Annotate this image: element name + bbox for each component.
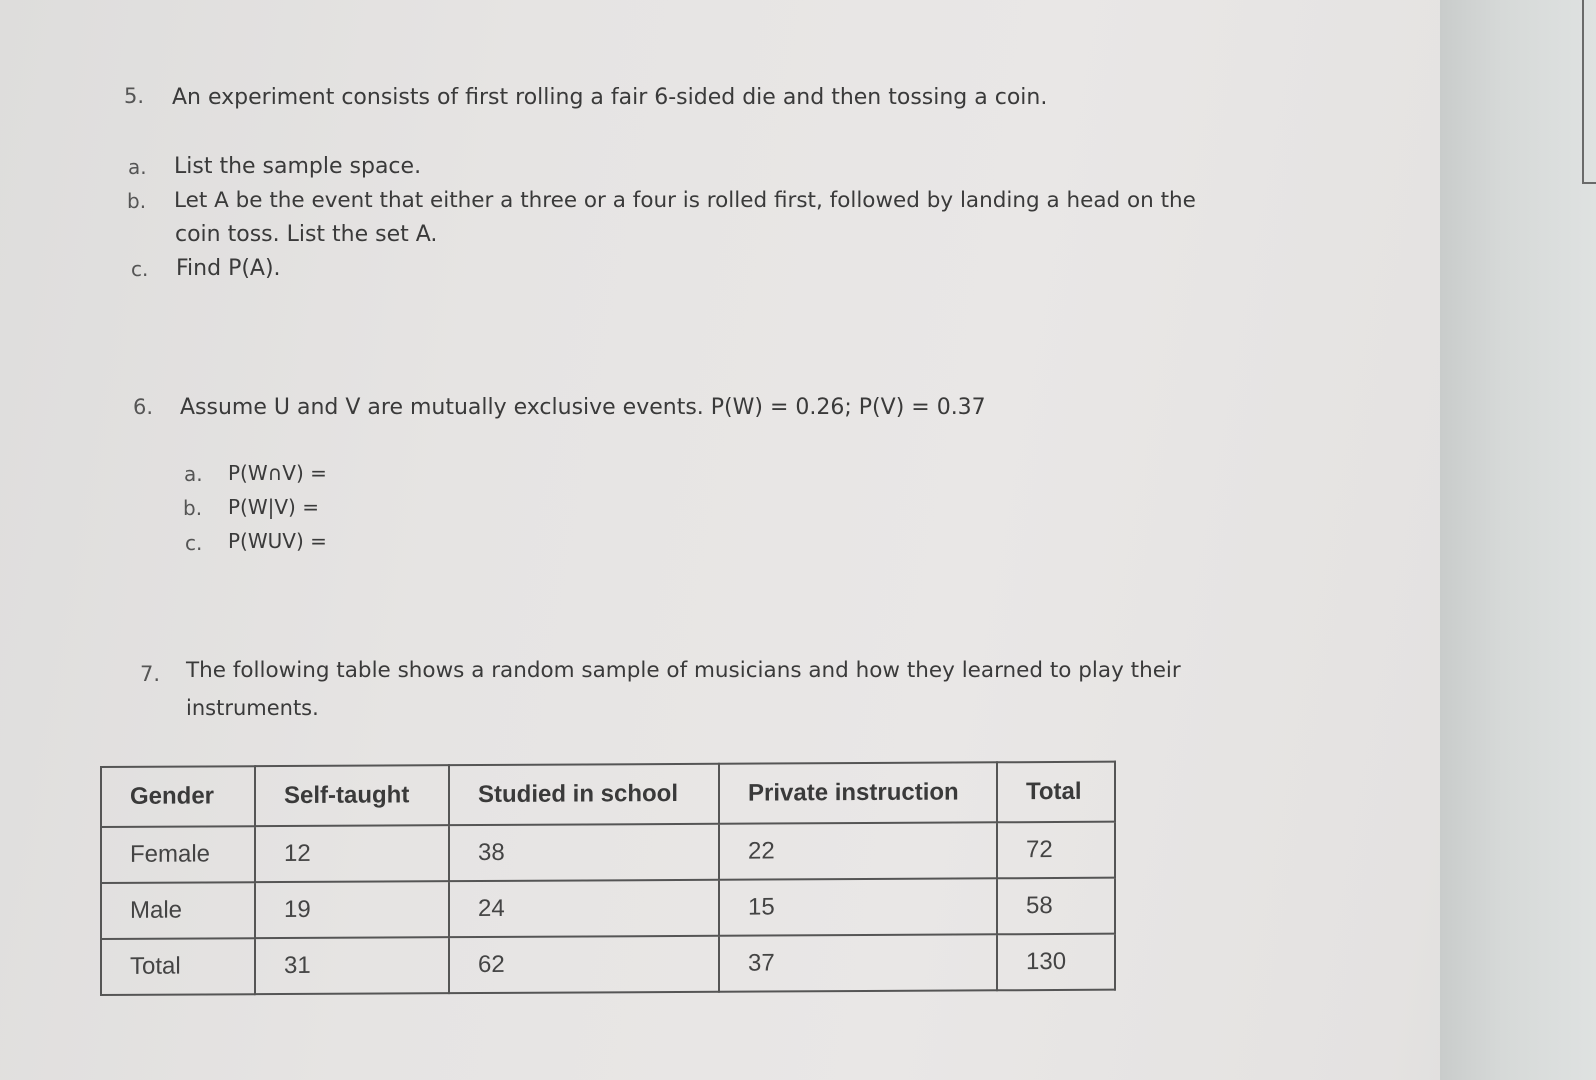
table-cell: 22 xyxy=(719,822,997,879)
part-text: P(W∩V) = xyxy=(228,461,327,485)
part-text: P(WUV) = xyxy=(228,529,327,553)
part-label: c. xyxy=(131,257,149,281)
part-text: Find P(A). xyxy=(176,256,281,281)
table-cell: 72 xyxy=(997,822,1115,879)
question-number: 6. xyxy=(133,395,154,419)
part-label: a. xyxy=(128,155,147,179)
header-self-taught: Self-taught xyxy=(255,765,449,826)
table-cell: 58 xyxy=(997,878,1115,935)
header-gender: Gender xyxy=(101,766,255,827)
table-cell: 15 xyxy=(719,878,997,935)
table-cell: 37 xyxy=(719,934,997,991)
question-prompt: Assume U and V are mutually exclusive events. P(W) = 0.26; P(V) = 0.37 xyxy=(180,395,986,420)
part-label: a. xyxy=(184,462,203,486)
question-number: 5. xyxy=(124,84,145,108)
table-cell: 62 xyxy=(449,936,719,993)
header-total: Total xyxy=(997,762,1115,823)
window-edge-frame xyxy=(1582,0,1596,184)
question-prompt: The following table shows a random sample of musicians and how they learned to play their xyxy=(186,658,1181,683)
table-cell: 24 xyxy=(449,880,719,937)
part-label: b. xyxy=(183,496,203,520)
row-label: Total xyxy=(101,938,255,995)
table-cell: 19 xyxy=(255,881,449,938)
row-label: Male xyxy=(101,882,255,939)
header-private-instruction: Private instruction xyxy=(719,762,997,823)
table-cell: 31 xyxy=(255,937,449,994)
table-cell: 130 xyxy=(997,934,1115,991)
musicians-table xyxy=(100,761,1116,996)
table-row xyxy=(101,822,1115,883)
table-header-row xyxy=(101,762,1115,827)
part-text: Let A be the event that either a three or a four is rolled first, followed by landing a head on the xyxy=(174,188,1196,213)
table-cell: 38 xyxy=(449,824,719,881)
part-label: c. xyxy=(185,531,203,555)
row-label: Female xyxy=(101,826,255,883)
table-cell: 12 xyxy=(255,825,449,882)
table-row xyxy=(101,934,1115,995)
question-number: 7. xyxy=(140,662,161,686)
part-label: b. xyxy=(127,189,147,213)
table-row xyxy=(101,878,1115,939)
question-prompt-continued: instruments. xyxy=(186,696,319,720)
header-studied-in-school: Studied in school xyxy=(449,764,719,825)
part-text: P(W|V) = xyxy=(228,495,319,519)
part-text: List the sample space. xyxy=(174,154,422,179)
question-prompt: An experiment consists of first rolling a fair 6-sided die and then tossing a coin. xyxy=(172,85,1048,110)
right-background-panel xyxy=(1440,0,1596,1080)
part-text-continued: coin toss. List the set A. xyxy=(175,222,438,247)
